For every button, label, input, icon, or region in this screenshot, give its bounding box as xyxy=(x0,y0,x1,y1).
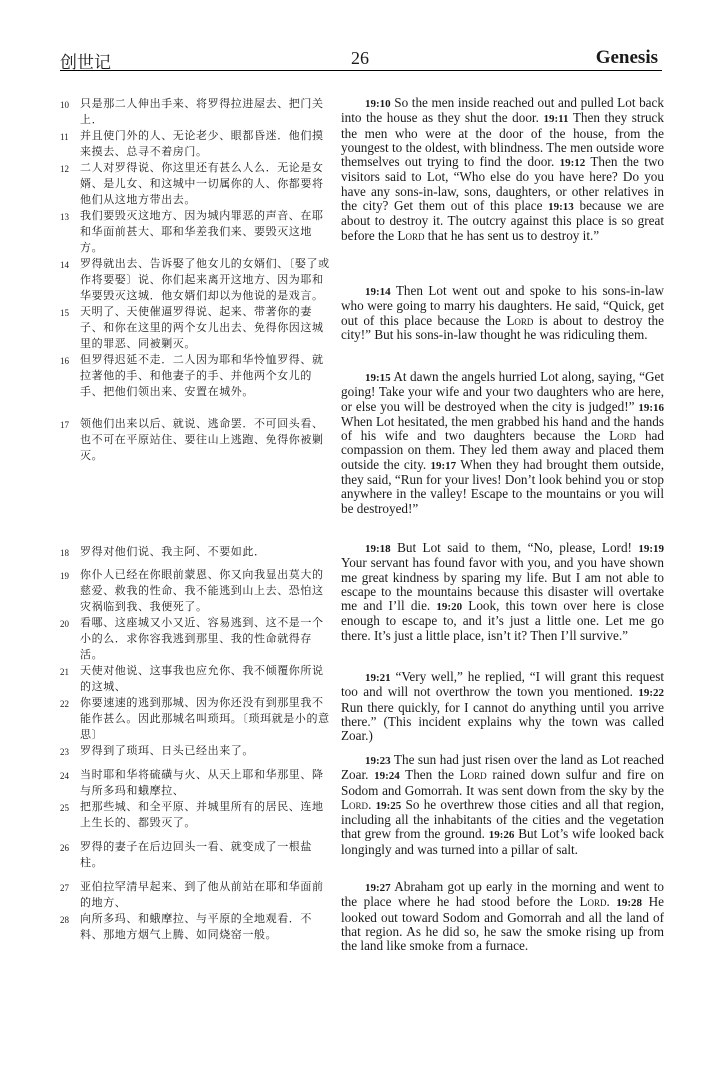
verse-number: 11 xyxy=(60,132,69,142)
divine-name: Lord xyxy=(506,312,534,328)
verse-number: 14 xyxy=(60,260,69,270)
verse-number: 23 xyxy=(60,747,69,757)
verse-text: Then the two visitors said to Lot, “Who else do you have here? Do you have any sons-in-law, sons, daughters, or other relatives in the city? Get them out of this place xyxy=(341,154,664,214)
verse-text: He looked out toward Sodom and Gomorrah and all the land of that region. As he did so, he saw the smoke rising up from the land like smoke from a furnace. xyxy=(341,894,664,954)
chinese-verse xyxy=(60,352,332,400)
english-paragraph xyxy=(341,96,664,243)
verse-number: 12 xyxy=(60,164,69,174)
verse-reference: 19:11 xyxy=(543,113,569,126)
verse-number: 17 xyxy=(60,420,69,430)
verse-reference: 19:23 xyxy=(365,755,391,767)
chinese-verse xyxy=(60,256,332,304)
verse-text: rained down sulfur and fire on Sodom and Gomorrah. It was sent down from the sky by the xyxy=(341,767,664,798)
chinese-verse xyxy=(60,767,332,799)
verse-text: When Lot hesitated, the men grabbed his hand and the hands of his wife and two daughters because the xyxy=(341,413,664,444)
verse-number: 27 xyxy=(60,883,69,893)
verse-text: 天明了、天使催逼罗得说、起来、带著你的妻子、和你在这里的两个女儿出去、免得你因这城里的罪恶、同被剿灭。 xyxy=(80,305,324,350)
verse-text: 我们要毁灭这地方、因为城内罪恶的声音、在耶和华面前甚大、耶和华差我们来、要毁灭这地方。 xyxy=(80,209,324,254)
english-paragraph xyxy=(341,370,664,516)
verse-reference: 19:20 xyxy=(436,601,463,614)
chinese-verse xyxy=(60,160,332,208)
verse-text: When they had brought them outside, they said, “Run for your lives! Don’t look behind you or stop anywhere in the valley! Escape to the mountains or you will be destroyed!” xyxy=(341,456,665,516)
verse-text: 并且使门外的人、无论老少、眼都昏迷．他们摸来摸去、总寻不着房门。 xyxy=(80,129,324,158)
divine-name: Lord xyxy=(609,428,637,444)
chinese-verse xyxy=(60,743,332,759)
verse-reference: 19:12 xyxy=(559,157,586,170)
verse-text: 当时耶和华将硫磺与火、从天上耶和华那里、降与所多玛和蛾摩拉、 xyxy=(80,768,324,797)
verse-text: So he overthrew those cities and all that region, including all the inhabitants of the cities and the vegetation that grew from the ground. xyxy=(341,796,665,842)
page-number: 26 xyxy=(351,48,369,68)
verse-reference: 19:26 xyxy=(488,829,515,842)
verse-number: 15 xyxy=(60,308,69,318)
verse-text: 领他们出来以后、就说、逃命罢．不可回头看、也不可在平原站住、要往山上逃跑、免得你被剿灭。 xyxy=(80,417,324,462)
divine-name: Lord xyxy=(579,894,607,910)
verse-text: had compassion on them. They led them away and placed them outside the city. xyxy=(341,428,664,472)
verse-number: 20 xyxy=(60,619,69,629)
verse-text: . xyxy=(606,894,617,910)
verse-text: 只是那二人伸出手来、将罗得拉进屋去、把门关上． xyxy=(80,97,324,126)
verse-text: 罗得对他们说、我主阿、不要如此． xyxy=(80,545,266,558)
chinese-verse xyxy=(60,615,332,663)
verse-number: 26 xyxy=(60,843,69,853)
verse-text: The sun had just risen over the land as Lot reached Zoar. xyxy=(341,752,664,783)
chinese-verse xyxy=(60,695,332,743)
verse-reference: 19:17 xyxy=(430,459,457,472)
chinese-verse xyxy=(60,879,332,911)
verse-reference: 19:15 xyxy=(365,372,391,384)
english-paragraph xyxy=(341,541,664,643)
chinese-verse xyxy=(60,96,332,128)
verse-text: 把那些城、和全平原、并城里所有的居民、连地上生长的、都毁灭了。 xyxy=(80,800,324,829)
verse-number: 25 xyxy=(60,803,69,813)
book-title-chinese: 创世记 xyxy=(60,53,111,73)
verse-reference: 19:16 xyxy=(638,401,664,414)
english-paragraph xyxy=(341,880,664,953)
verse-text: 看哪、这座城又小又近、容易逃到、这不是一个小的么．求你容我逃到那里、我的性命就得存活。 xyxy=(80,616,324,661)
verse-text: But Lot’s wife looked back longingly and was turned into a pillar of salt. xyxy=(341,826,664,857)
verse-text: 向所多玛、和蛾摩拉、与平原的全地观看．不料、那地方烟气上腾、如同烧窑一般。 xyxy=(80,912,312,941)
verse-text: 罗得到了琐珥、日头已经出来了。 xyxy=(80,744,254,757)
verse-number: 28 xyxy=(60,915,69,925)
chinese-verse xyxy=(60,416,332,464)
verse-reference: 19:27 xyxy=(365,882,391,894)
verse-number: 13 xyxy=(60,212,69,222)
verse-text: “Very well,” he replied, “I will grant this request too and will not overthrow the town you mentioned. xyxy=(341,669,664,700)
english-paragraph xyxy=(341,753,664,857)
verse-text: 罗得就出去、告诉娶了他女儿的女婿们、〔娶了或作将要娶〕说、你们起来离开这地方、因为耶和华要毁灭这城．他女婿们却以为他说的是戏言。 xyxy=(80,257,330,302)
chinese-verse xyxy=(60,208,332,256)
divine-name: Lord xyxy=(341,796,369,812)
verse-reference: 19:22 xyxy=(638,687,664,700)
verse-text: 你仆人已经在你眼前蒙恩、你又向我显出莫大的慈爱、救我的性命、我不能逃到山上去、恐怕这灾祸临到我、我便死了。 xyxy=(80,568,324,613)
book-title-english: Genesis xyxy=(595,47,658,68)
header-rule xyxy=(60,70,662,71)
verse-number: 16 xyxy=(60,356,69,366)
divine-name: Lord xyxy=(397,227,425,243)
chinese-verse xyxy=(60,544,332,560)
verse-text: 亚伯拉罕清早起来、到了他从前站在耶和华面前的地方、 xyxy=(80,880,324,909)
chinese-verse xyxy=(60,304,332,352)
chinese-verse xyxy=(60,799,332,831)
verse-number: 18 xyxy=(60,548,69,558)
verse-text: because we are about to destroy it. The outcry against this place is so great before the xyxy=(341,198,664,243)
chinese-verse xyxy=(60,128,332,160)
verse-text: At dawn the angels hurried Lot along, saying, “Get going! Take your wife and your two daughters who are here, or else you will be destroyed when the city is judged!” xyxy=(341,369,664,414)
verse-reference: 19:25 xyxy=(375,799,402,812)
chinese-verse xyxy=(60,839,332,871)
running-header xyxy=(60,46,660,73)
verse-text: 天使对他说、这事我也应允你、我不倾覆你所说的这城、 xyxy=(80,664,324,693)
verse-text: Then they struck the men who were at the door of the house, from the youngest to the oldest, with blindness. The men outside wore themselves out trying to find the door. xyxy=(341,110,665,170)
verse-reference: 19:24 xyxy=(374,770,400,783)
verse-number: 19 xyxy=(60,571,69,581)
verse-text: Then the xyxy=(399,767,460,783)
verse-text: 但罗得迟延不走．二人因为耶和华怜恤罗得、就拉著他的手、和他妻子的手、并他两个女儿的手、把他们领出来、安置在城外。 xyxy=(80,353,324,398)
verse-reference: 19:19 xyxy=(638,543,664,555)
verse-text: 罗得的妻子在后边回头一看、就变成了一根盐柱。 xyxy=(80,840,312,869)
english-paragraph xyxy=(341,670,664,743)
verse-reference: 19:13 xyxy=(548,201,574,214)
verse-text: . xyxy=(368,796,376,812)
chinese-verse xyxy=(60,911,332,943)
verse-text: that he has sent us to destroy it.” xyxy=(424,227,600,243)
divine-name: Lord xyxy=(459,767,487,783)
verse-text: Look, this town over here is close enough to escape to, and it’s just a little one. Let me go there. It’s just a little place, isn’t it? Then I’ll survive.” xyxy=(341,598,664,643)
verse-text: Then Lot went out and spoke to his sons-in-law who were going to marry his daughters. He said, “Quick, get out of this place because the xyxy=(341,283,664,328)
verse-reference: 19:18 xyxy=(365,543,391,555)
chinese-verse xyxy=(60,663,332,695)
verse-number: 10 xyxy=(60,100,69,110)
verse-reference: 19:28 xyxy=(616,897,643,910)
verse-reference: 19:10 xyxy=(365,98,391,110)
verse-text: 二人对罗得说、你这里还有甚么人么．无论是女婿、是儿女、和这城中一切属你的人、你都要将他们从这地方带出去。 xyxy=(80,161,324,206)
verse-text: So the men inside reached out and pulled Lot back into the house as they shut the door. xyxy=(341,95,664,126)
verse-text: is about to destroy the city!” But his sons-in-law thought he was ridiculing them. xyxy=(341,312,664,342)
verse-reference: 19:14 xyxy=(365,286,391,298)
verse-text: Your servant has found favor with you, and you have shown me great kindness by sparing my life. But I am not able to escape to the mountains because this disaster will overtake me and I’ll die. xyxy=(341,555,664,614)
verse-text: Abraham got up early in the morning and went to the place where he had stood before the xyxy=(341,879,664,910)
verse-reference: 19:21 xyxy=(365,672,391,684)
verse-text: Run there quickly, for I cannot do anything until you arrive there.” (This incident explains why the town was called Zoar.) xyxy=(341,699,664,744)
chinese-verse xyxy=(60,567,332,615)
verse-number: 22 xyxy=(60,699,69,709)
english-paragraph xyxy=(341,284,664,342)
verse-text: 你要速速的逃到那城、因为你还没有到那里我不能作甚么。因此那城名叫琐珥。〔琐珥就是小的意思〕 xyxy=(80,696,330,741)
verse-number: 21 xyxy=(60,667,69,677)
verse-number: 24 xyxy=(60,771,69,781)
verse-text: But Lot said to them, “No, please, Lord! xyxy=(390,540,639,555)
